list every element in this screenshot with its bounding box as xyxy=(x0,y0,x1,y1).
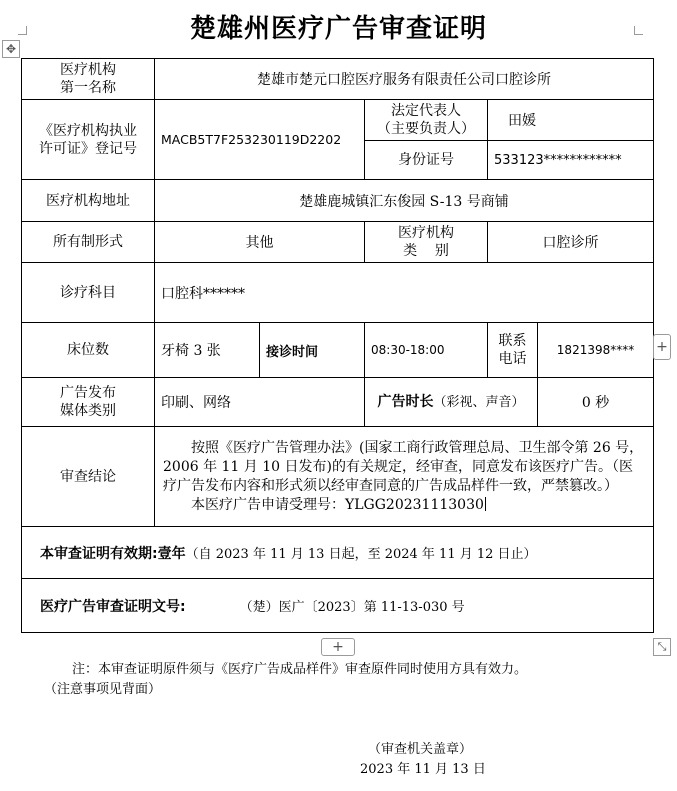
phone-label: 联系 电话 xyxy=(488,323,538,378)
hours-value: 08:30-18:00 xyxy=(365,323,488,378)
duration-value: 0 秒 xyxy=(538,378,654,427)
media-label: 广告发布 媒体类别 xyxy=(22,378,155,427)
id-label: 身份证号 xyxy=(365,141,488,180)
move-cross-icon[interactable]: ✥ xyxy=(2,40,20,58)
subject-value: 口腔科****** xyxy=(155,263,654,323)
category-value: 口腔诊所 xyxy=(488,222,654,263)
resize-diagonal-icon[interactable]: ⤡ xyxy=(653,638,671,656)
legal-rep-label: 法定代表人 （主要负责人） xyxy=(365,100,488,141)
beds-value: 牙椅 3 张 xyxy=(155,323,260,378)
validity-row: 本审查证明有效期:壹年（自 2023 年 11 月 13 日起，至 2024 年 11 月 12 日止） xyxy=(22,527,654,579)
plus-icon[interactable]: + xyxy=(653,334,671,360)
legal-rep-value: 田媛 xyxy=(488,100,654,141)
plus-icon[interactable]: + xyxy=(321,638,355,656)
ownership-label: 所有制形式 xyxy=(22,222,155,263)
docno-row: 医疗广告审查证明文号: （楚）医广〔2023〕第 11-13-030 号 xyxy=(22,579,654,633)
page-title: 楚雄州医疗广告审查证明 xyxy=(189,14,487,44)
footnote: 注：本审查证明原件须与《医疗广告成品样件》审查原件同时使用方具有效力。 （注意事项见背面） xyxy=(44,662,528,697)
license-label: 《医疗机构执业 许可证》登记号 xyxy=(22,100,155,180)
duration-label: 广告时长（彩视、声音） xyxy=(365,378,538,427)
page-corner-mark xyxy=(634,26,643,35)
license-value: MACB5T7F253230119D2202 xyxy=(155,100,365,180)
id-value: 533123************ xyxy=(488,141,654,180)
category-label: 医疗机构 类 别 xyxy=(365,222,488,263)
seal-block: （审查机关盖章） 2023 年 11 月 13 日 xyxy=(360,742,486,777)
hours-label: 接诊时间 xyxy=(260,323,365,378)
media-value: 印刷、网络 xyxy=(155,378,365,427)
text-cursor xyxy=(485,497,486,511)
conclusion-text: 按照《医疗广告管理办法》(国家工商行政管理总局、卫生部令第 26 号，2006 年 11 月 10 日发布)的有关规定，经审查，同意发布该医疗广告。（医疗广告发布内容和形式须以经审查同意的广告成品样件一致，严禁篡改。） 本医疗广告申请受理号：YLGG20231113030 xyxy=(155,427,654,527)
subject-label: 诊疗科目 xyxy=(22,263,155,323)
ownership-value: 其他 xyxy=(155,222,365,263)
name-label: 医疗机构 第一名称 xyxy=(22,59,155,100)
name-value: 楚雄市楚元口腔医疗服务有限责任公司口腔诊所 xyxy=(155,59,654,100)
certificate-table xyxy=(21,58,654,633)
page-corner-mark xyxy=(18,26,27,35)
address-value: 楚雄鹿城镇汇东俊园 S-13 号商铺 xyxy=(155,180,654,222)
address-label: 医疗机构地址 xyxy=(22,180,155,222)
conclusion-label: 审查结论 xyxy=(22,427,155,527)
phone-value: 1821398**** xyxy=(538,323,654,378)
beds-label: 床位数 xyxy=(22,323,155,378)
